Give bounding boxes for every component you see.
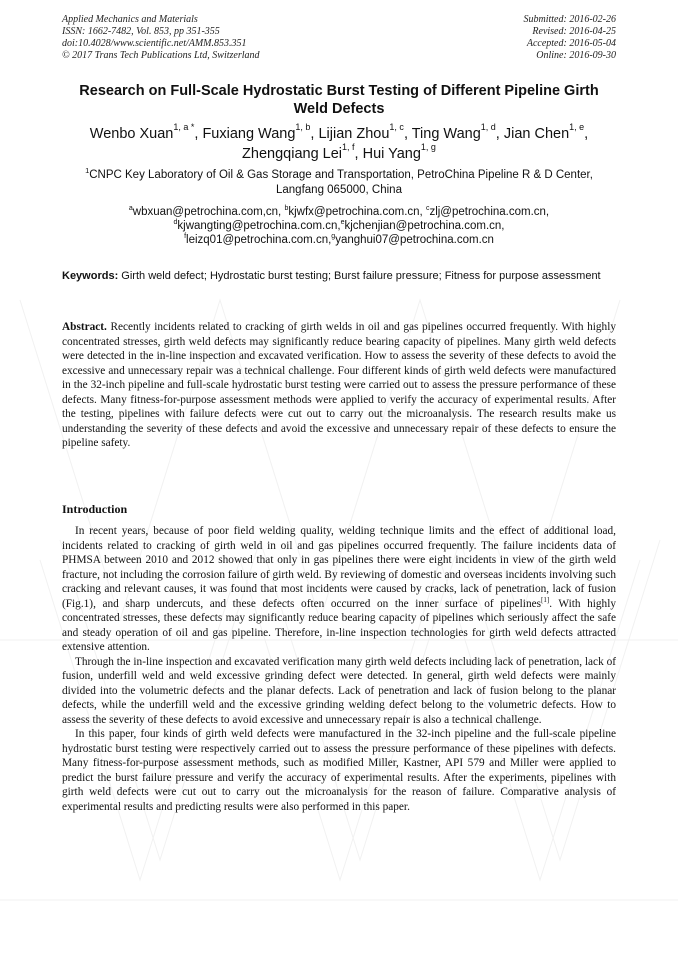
copyright: © 2017 Trans Tech Publications Ltd, Switzerland [62,50,260,61]
author-name: Hui Yang [362,146,421,162]
email-address: kjchenjian@petrochina.com.cn, [344,220,505,232]
section-heading-introduction: Introduction [62,502,128,516]
paragraph: In this paper, four kinds of girth weld defects were manufactured in the 32-inch pipeline and the full-scale pipeline hydrostatic burst testing were respectively carried out to assess the pressure performance of these pipelines with defects. Many fitness-for-purpose assessment methods, such as modified Miller, Kastner, API 579 and Miller were applied to predict the burst failure pressure and verify the accuracy of experimental results. After the experiments, pipelines with girth weld defects were cut out to carry out the microanalysis for the reason of failure. Comparative analysis of experimental results and predicting results were also performed in this paper. [62,728,616,813]
paper-title: Research on Full-Scale Hydrostatic Burst Testing of Different Pipeline Girth Weld Defects [79,83,599,117]
author-affil-mark: 1, a * [173,122,195,133]
author-name: Wenbo Xuan [89,126,174,142]
email-mark: e [340,219,345,227]
accepted-date: Accepted: 2016-05-04 [526,38,616,49]
keywords-label: Keywords: [62,270,119,282]
citation-ref: [1] [541,595,550,604]
introduction-body [62,524,616,814]
email-address: wbxuan@petrochina.com,cn, [132,206,285,218]
email-address: yanghui07@petrochina.com.cn [335,234,494,246]
email-mark: d [173,219,178,227]
email-mark: f [184,233,187,241]
author-affil-mark: 1, c [389,122,404,133]
author-name: Jian Chen [503,126,570,142]
email-mark: b [284,205,289,213]
affiliation-mark: 1 [85,166,90,176]
abstract-label: Abstract. [62,321,107,333]
author-emails [62,205,616,247]
paragraph-text: . With highly concentrated stresses, these defects may significantly reduce bearing capacity of pipelines which seriously affect the safe and steady operation of oil and gas pipeline. Therefore, in-line inspection technologies for girth weld defects attracted extensive attention. [62,597,616,653]
abstract [62,320,616,451]
online-date: Online: 2016-09-30 [536,50,616,61]
journal-info [62,14,260,62]
journal-name: Applied Mechanics and Materials [62,14,198,25]
affiliation [62,168,616,198]
email-address: kjwfx@petrochina.com.cn, [288,206,426,218]
author-affil-mark: 1, g [420,142,436,153]
author-name: Lijian Zhou [318,126,390,142]
author-list: Wenbo Xuan$^{1, a *}$, Fuxiang Wang$^{1, b}$, Lijian Zhou$^{1, c}$, Ting Wang$^{1, d}$, Jian Chen$^{1, e}$, Zhengqiang Lei$^{1, f}$, Hui Yang$^{1, g}$ [89,122,589,162]
paragraph-text: In recent years, because of poor field welding quality, welding technique limits and the effect of additional load, incidents related to cracking of girth weld in oil and gas pipelines occurred frequently. The failure incidents data of PHMSA between 2010 and 2012 showed that only in gas pipelines there were eight incidents in view of the girth weld fracture, not including the corrosion failure of girth weld. By reviewing of domestic and overseas incidents involving such cracking and relevant causes, it was found that most incidents were caused by cracks, lack of penetration, lack of fusion (Fig.1), and sharp undercuts, and these defects often occurred on the inner surface of pipelines [62,525,616,610]
keywords [62,269,616,284]
author-affil-mark: 1, d [480,122,496,133]
email-address: zlj@petrochina.com.cn, [429,206,550,218]
doi: doi:10.4028/www.scientific.net/AMM.853.351 [62,38,247,49]
author-name: Ting Wang [411,126,481,142]
submitted-date: Submitted: 2016-02-26 [523,14,616,25]
paragraph [62,524,616,655]
author-name: Zhengqiang Lei [242,146,343,162]
affiliation-text: CNPC Key Laboratory of Oil & Gas Storage and Transportation, PetroChina Pipeline R & D Center, Langfang 065000, China [89,169,593,196]
issn-volume: ISSN: 1662-7482, Vol. 853, pp 351-355 [62,26,220,37]
keywords-text: Girth weld defect; Hydrostatic burst testing; Burst failure pressure; Fitness for purpose assessment [118,270,601,282]
email-address: leizq01@petrochina.com.cn, [186,234,332,246]
publication-dates [524,14,617,62]
email-mark: c [425,205,430,213]
email-mark: a [128,205,133,213]
author-affil-mark: 1, f [342,142,355,153]
paragraph: Through the in-line inspection and excavated verification many girth weld defects including lack of penetration, lack of fusion, underfill weld and weld excessive grinding defect were detected. In general, girth weld defects were mainly divided into the volumetric defects and the planar defects. Lack of penetration and lack of fusion belong to the planar defects, while the underfill weld and the excessive grinding welding defect belong to the volumetric defects. How to assess the severity of these defects to avoid excessive and unnecessary repair is also a technical challenge. [62,655,616,726]
abstract-text: Recently incidents related to cracking of girth welds in oil and gas pipelines occurred frequently. With highly concentrated stresses, girth weld defects may significantly reduce bearing capacity of pipelines. Many girth weld defects were detected in the in-line inspection and excavated verification. How to assess the severity of these defects to avoid the excessive and unnecessary repair was a technical challenge. Four different kinds of girth weld defects were manufactured in the 32-inch pipeline and full-scale hydrostatic burst testing were carried out to assess the pressure performance of these defects. Many fitness-for-purpose assessment methods were applied to verify the accuracy of experimental results. After the testing, pipelines with failure defects were cut out to carry out the microanalysis. The research results make us understanding the severity of these defects and avoid the excessive and unnecessary repair of these defects to ensure the pipeline safety. [62,321,616,449]
revised-date: Revised: 2016-04-25 [532,26,616,37]
author-name: Fuxiang Wang [202,126,296,142]
author-affil-mark: 1, e [569,122,585,133]
author-affil-mark: 1, b [295,122,311,133]
email-mark: g [331,233,336,241]
email-address: kjwangting@petrochina.com.cn, [177,220,341,232]
